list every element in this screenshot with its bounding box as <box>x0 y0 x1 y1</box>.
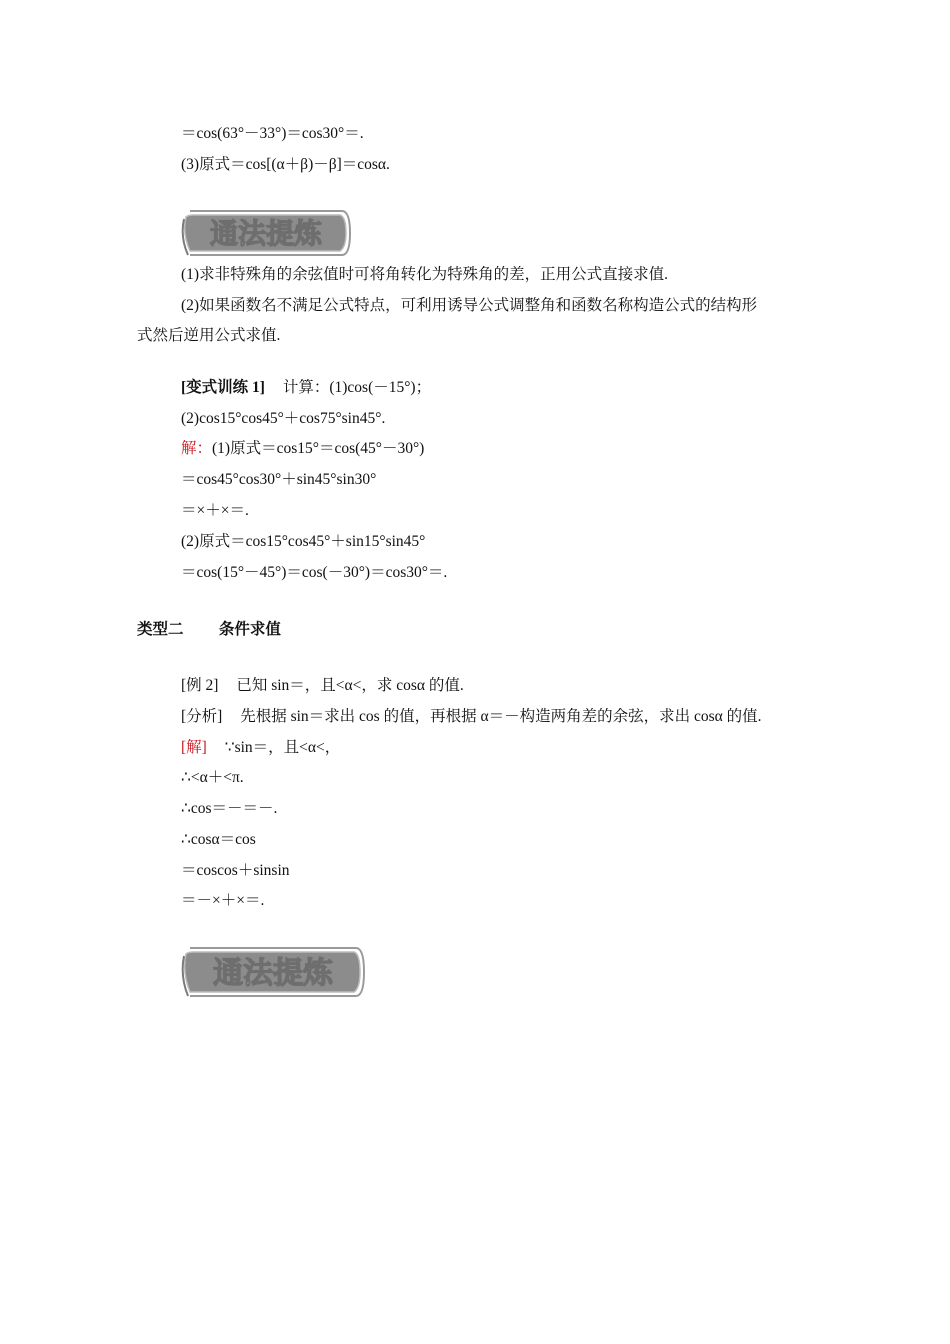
text-line: ∴cos＝－＝－. <box>181 800 278 817</box>
text-line: ＝cos(15°－45°)＝cos(－30°)＝cos30°＝. <box>181 564 448 581</box>
section-title: 条件求值 <box>218 620 281 638</box>
banner-title: 通法提炼 <box>213 956 333 991</box>
solution-text: ∵sin＝，且<α<， <box>224 739 341 756</box>
solution-line <box>181 439 424 459</box>
text-line: 式然后逆用公式求值. <box>137 327 281 344</box>
solution-label: [解] <box>181 739 207 756</box>
section-number: 类型二 <box>137 620 184 638</box>
text-line: ＝－×＋×＝. <box>181 892 265 909</box>
banner-tongfa-tilian-1 <box>180 207 352 259</box>
text-line: (2)cos15°cos45°＋cos75°sin45°. <box>181 410 386 427</box>
banner-title: 通法提炼 <box>209 217 323 250</box>
example-line <box>181 676 464 696</box>
analysis-label: [分析] <box>181 708 223 725</box>
example-label: [例 2] <box>181 677 219 694</box>
text-line: ＝cos45°cos30°＋sin45°sin30° <box>181 471 377 488</box>
text-line: (3)原式＝cos[(α＋β)－β]＝cosα. <box>181 156 390 173</box>
text-line: (2)如果函数名不满足公式特点，可利用诱导公式调整角和函数名称构造公式的结构形 <box>181 297 758 314</box>
exercise-line <box>181 378 431 398</box>
banner-tongfa-tilian-2 <box>180 944 366 1000</box>
solution-label: 解： <box>181 440 213 457</box>
text-line: (1)求非特殊角的余弦值时可将角转化为特殊角的差，正用公式直接求值. <box>181 266 668 283</box>
solution-line <box>181 738 340 758</box>
text-line: ＝coscos＋sinsin <box>181 862 290 879</box>
text-line: (2)原式＝cos15°cos45°＋sin15°sin45° <box>181 533 426 550</box>
exercise-label: [变式训练 1] <box>181 379 265 396</box>
solution-text: (1)原式＝cos15°＝cos(45°－30°) <box>212 440 425 457</box>
analysis-line <box>181 707 761 727</box>
example-text: 已知 sin＝，且<α<，求 cosα 的值. <box>236 677 464 694</box>
text-line: ＝×＋×＝. <box>181 502 249 519</box>
text-line: ∴<α＋<π. <box>181 769 244 786</box>
exercise-text: 计算：(1)cos(－15°)； <box>282 379 432 396</box>
analysis-text: 先根据 sin＝求出 cos 的值，再根据 α＝－构造两角差的余弦，求出 cosα 的值. <box>240 708 762 725</box>
section-heading <box>137 619 281 639</box>
text-line: ＝cos(63°－33°)＝cos30°＝. <box>181 125 364 142</box>
text-line: ∴cosα＝cos <box>181 831 256 848</box>
